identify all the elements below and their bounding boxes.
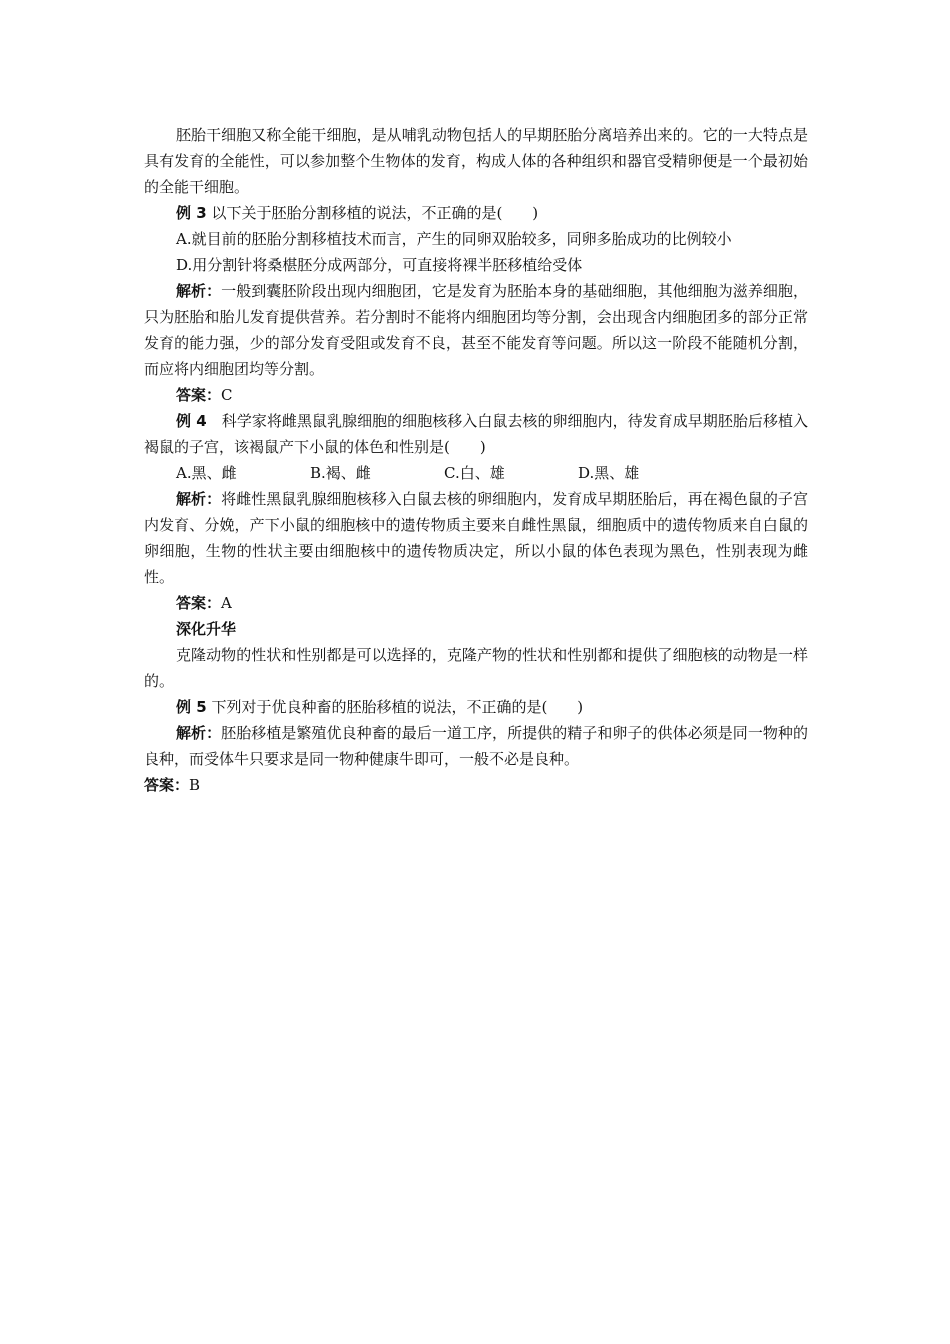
document-page: [144, 122, 808, 798]
example-5-answer-value: B: [189, 776, 201, 794]
example-4-option-d: D.黑、雄: [578, 464, 640, 482]
example-5-answer-label: 答案：: [144, 776, 190, 794]
deepen-text: 克隆动物的性状和性别都是可以选择的，克隆产物的性状和性别都和提供了细胞核的动物是一样的。: [144, 646, 808, 690]
example-4-analysis-text: 将雌性黑鼠乳腺细胞核移入白鼠去核的卵细胞内，发育成早期胚胎后，再在褐色鼠的子宫内发育、分娩，产下小鼠的细胞核中的遗传物质主要来自雌性黑鼠，细胞质中的遗传物质来自白鼠的卵细胞，生物的性状主要由细胞核中的遗传物质决定，所以小鼠的体色表现为黑色，性别表现为雌性。: [144, 490, 808, 586]
example-5-answer: [144, 772, 808, 798]
example-4-question: [144, 408, 808, 460]
example-4-question-text: 科学家将雌黑鼠乳腺细胞的细胞核移入白鼠去核的卵细胞内，待发育成早期胚胎后移植入褐鼠的子宫，该褐鼠产下小鼠的体色和性别是( ): [144, 412, 808, 456]
example-3-label: 例 3: [176, 204, 207, 222]
example-3-option-d-text: D.用分割针将桑椹胚分成两部分，可直接将裸半胚移植给受体: [176, 256, 583, 274]
example-4-analysis: [144, 486, 808, 590]
example-3-analysis-text: 一般到囊胚阶段出现内细胞团，它是发育为胚胎本身的基础细胞，其他细胞为滋养细胞，只为胚胎和胎儿发育提供营养。若分割时不能将内细胞团均等分割，会出现含内细胞团多的部分正常发育的能力强，少的部分发育受阻或发育不良，甚至不能发育等问题。所以这一阶段不能随机分割，而应将内细胞团均等分割。: [144, 282, 808, 378]
intro-paragraph: [144, 122, 808, 200]
example-3-answer-value: C: [221, 386, 233, 404]
example-3-option-a: [144, 226, 808, 252]
example-3-question: [144, 200, 808, 226]
example-5-question-text: 下列对于优良种畜的胚胎移植的说法，不正确的是( ): [206, 698, 584, 716]
example-4-answer-label: 答案：: [176, 594, 222, 612]
example-3-option-d: [144, 252, 808, 278]
example-4-analysis-label: 解析：: [176, 490, 222, 508]
example-3-answer: [144, 382, 808, 408]
example-4-option-b: B.褐、雌: [310, 464, 371, 482]
deepen-paragraph: [144, 642, 808, 694]
example-5-analysis-label: 解析：: [176, 724, 222, 742]
example-3-analysis: [144, 278, 808, 382]
example-3-option-a-text: A.就目前的胚胎分割移植技术而言，产生的同卵双胎较多，同卵多胎成功的比例较小: [176, 230, 732, 248]
example-4-answer-value: A: [221, 594, 232, 612]
example-4-option-a: A.黑、雌: [176, 464, 237, 482]
intro-text: 胚胎干细胞又称全能干细胞，是从哺乳动物包括人的早期胚胎分离培养出来的。它的一大特点是具有发育的全能性，可以参加整个生物体的发育，构成人体的各种组织和器官受精卵便是一个最初始的全能干细胞。: [144, 126, 808, 196]
example-5-question: [144, 694, 808, 720]
example-5-label: 例 5: [176, 698, 207, 716]
example-5-analysis: [144, 720, 808, 772]
example-5-analysis-text: 胚胎移植是繁殖优良种畜的最后一道工序，所提供的精子和卵子的供体必须是同一物种的良种，而受体牛只要求是同一物种健康牛即可，一般不必是良种。: [144, 724, 808, 768]
example-3-answer-label: 答案：: [176, 386, 222, 404]
example-4-answer: [144, 590, 808, 616]
deepen-heading: [144, 616, 808, 642]
example-3-analysis-label: 解析：: [176, 282, 222, 300]
example-3-question-text: 以下关于胚胎分割移植的说法，不正确的是( ): [206, 204, 539, 222]
example-4-option-c: C.白、雄: [444, 464, 505, 482]
example-4-label: 例 4: [176, 412, 207, 430]
deepen-heading-text: 深化升华: [176, 620, 237, 638]
example-4-options: [144, 460, 808, 486]
